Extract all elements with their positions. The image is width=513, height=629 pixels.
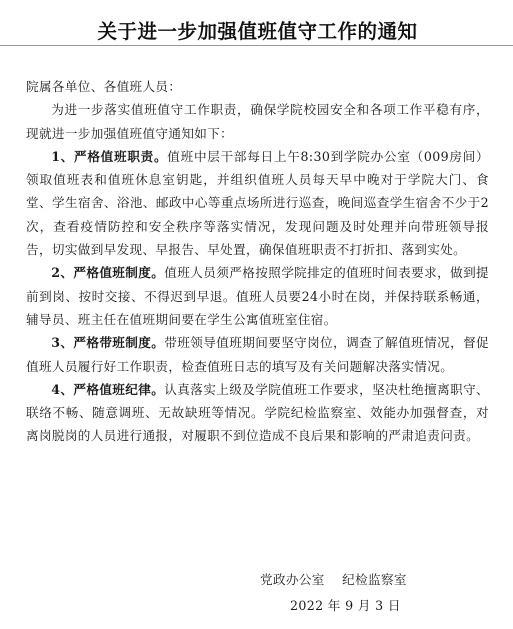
- section-paragraph: [26, 145, 489, 261]
- section-body: 带班领导值班期间要坚守岗位，调查了解值班情况，督促值班人员履行好工作职责，检查值班日志的填写及有关问题解决落实情况。: [26, 335, 489, 374]
- section-body: 值班中层干部每日上午8:30到学院办公室（009房间）领取值班表和值班休息室钥匙，并组织值班人员每天早中晚对于学院大门、食堂、学生宿舍、浴池、邮政中心等重点场所进行巡查，晚间巡查学生宿舍不少于2次，查看疫情防控和安全秩序等落实情况，发现问题及时处理并向带班领导报告，切实做到早发现、早报告、早处置，确保值班职责不打折扣、落到实处。: [26, 148, 489, 258]
- section-paragraph: [26, 378, 489, 448]
- notice-title: 关于进一步加强值班值守工作的通知: [97, 20, 418, 43]
- salutation: 院属各单位、各值班人员：: [26, 79, 182, 94]
- intro-paragraph: 为进一步落实值班值守工作职责，确保学院校园安全和各项工作平稳有序，现就进一步加强值班值守通知如下：: [26, 102, 489, 141]
- section-body: 认真落实上级及学院值班工作要求，坚决杜绝擅离职守、联络不畅、随意调班、无故缺班等情况。学院纪检监察室、效能办加强督查，对离岗脱岗的人员进行通报，对履职不到位造成不良后果和影响的严肃追责问责。: [26, 381, 489, 444]
- section-heading: 4、严格值班纪律。: [51, 381, 165, 397]
- section-heading: 2、严格值班制度。: [51, 265, 165, 281]
- section-body: 值班人员须严格按照学院排定的值班时间表要求，做到提前到岗、按时交接、不得迟到早退。值班人员要24小时在岗，并保持联系畅通，辅导员、班主任在值班期间要在学生公寓值班室住宿。: [26, 265, 489, 327]
- section-paragraph: [26, 261, 489, 331]
- section-heading: 3、严格带班制度。: [51, 335, 165, 351]
- section-heading: 1、严格值班职责。: [51, 148, 168, 164]
- issuing-offices: 党政办公室 纪检监察室: [260, 572, 407, 587]
- issue-date: 2022 年 9 月 3 日: [290, 598, 401, 613]
- section-paragraph: [26, 331, 489, 378]
- title-divider: [0, 45, 513, 46]
